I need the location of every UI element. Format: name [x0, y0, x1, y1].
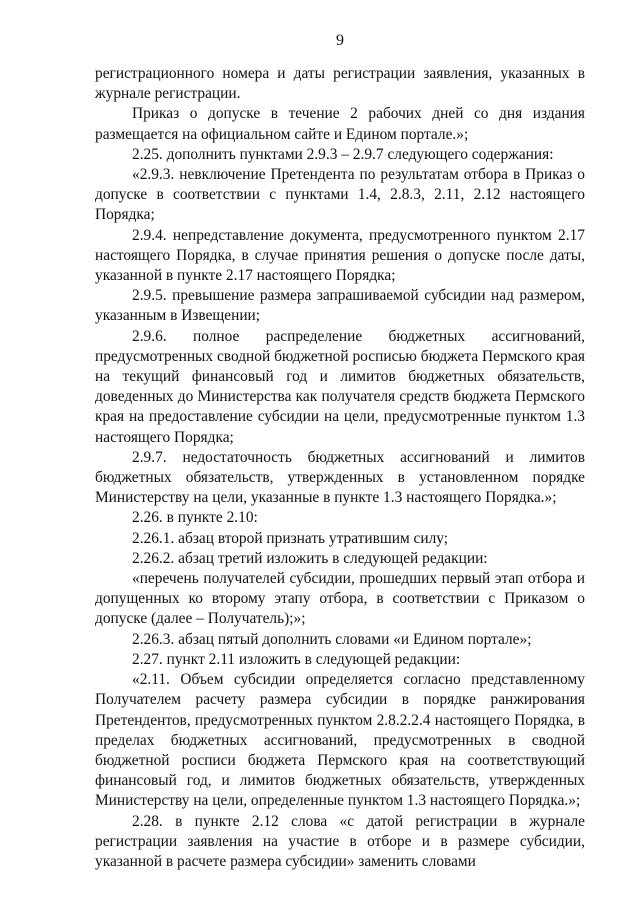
paragraph-2-25: 2.25. дополнить пунктами 2.9.3 – 2.9.7 следующего содержания: — [132, 145, 554, 163]
paragraph-2-26: 2.26. в пункте 2.10: — [132, 509, 258, 527]
paragraph-continuation: регистрационного номера и даты регистрации заявления, указанных в журнале регистрации. — [95, 65, 585, 103]
paragraph-2-28: 2.28. в пункте 2.12 слова «с датой регистрации в журнале регистрации заявления на участие в отборе и в размере субсидии, указанной в расчете размера субсидии» заменить словами — [95, 812, 585, 870]
paragraph-2-26-1: 2.26.1. абзац второй признать утратившим силу; — [132, 529, 449, 547]
paragraph-2-9-4: 2.9.4. непредставление документа, предусмотренного пунктом 2.17 настоящего Порядка, в случае принятия решения о допуске после даты, указанной в пункте 2.17 настоящего Порядка; — [95, 226, 585, 285]
paragraph-2-9-6: 2.9.6. полное распределение бюджетных ассигнований, предусмотренных сводной бюджетной росписью бюджета Пермского края на текущий финансовый год и лимитов бюджетных обязательств, доведенных до Министерства как получателя средств бюджета Пермского края на предоставление субсидии на цели, предусмотренные пунктом 1.3 настоящего Порядка; — [95, 327, 585, 446]
paragraph-recipients-list: «перечень получателей субсидии, прошедших первый этап отбора и допущенных ко второму этапу отбора, в соответствии с Приказом о допуске (далее – Получатель);»; — [95, 570, 585, 628]
paragraph-2-11: «2.11. Объем субсидии определяется согласно представленному Получателем расчету размера субсидии в порядке ранжирования Претендентов, предусмотренных пунктом 2.8.2.2.4 настоящего Порядка, в пределах бюджетных ассигнований, предусмотренных в сводной бюджетной росписи бюджета Пермского края на соответствующий финансовый год, и лимитов бюджетных обязательств, утвержденных Министерству на цели, определенные пунктом 1.3 настоящего Порядка.»; — [95, 671, 585, 810]
paragraph-2-9-5: 2.9.5. превышение размера запрашиваемой субсидии над размером, указанным в Извещении; — [95, 287, 585, 325]
paragraph-2-9-7: 2.9.7. недостаточность бюджетных ассигнований и лимитов бюджетных обязательств, утвержденных в установленном порядке Министерству на цели, указанные в пункте 1.3 настоящего Порядка.»; — [95, 448, 585, 507]
paragraph-2-27: 2.27. пункт 2.11 изложить в следующей редакции: — [132, 650, 461, 668]
page-number: 9 — [336, 32, 344, 49]
paragraph-2-9-3: «2.9.3. невключение Претендента по результатам отбора в Приказ о допуске в соответствии с пунктами 1.4, 2.8.3, 2.11, 2.12 настоящего Порядка; — [95, 166, 585, 224]
paragraph-order-publication: Приказ о допуске в течение 2 рабочих дней со дня издания размещается на официальном сайте и Едином портале.»; — [95, 105, 585, 143]
paragraph-2-26-3: 2.26.3. абзац пятый дополнить словами «и Едином портале»; — [132, 630, 532, 648]
paragraph-2-26-2: 2.26.2. абзац третий изложить в следующей редакции: — [132, 549, 488, 567]
